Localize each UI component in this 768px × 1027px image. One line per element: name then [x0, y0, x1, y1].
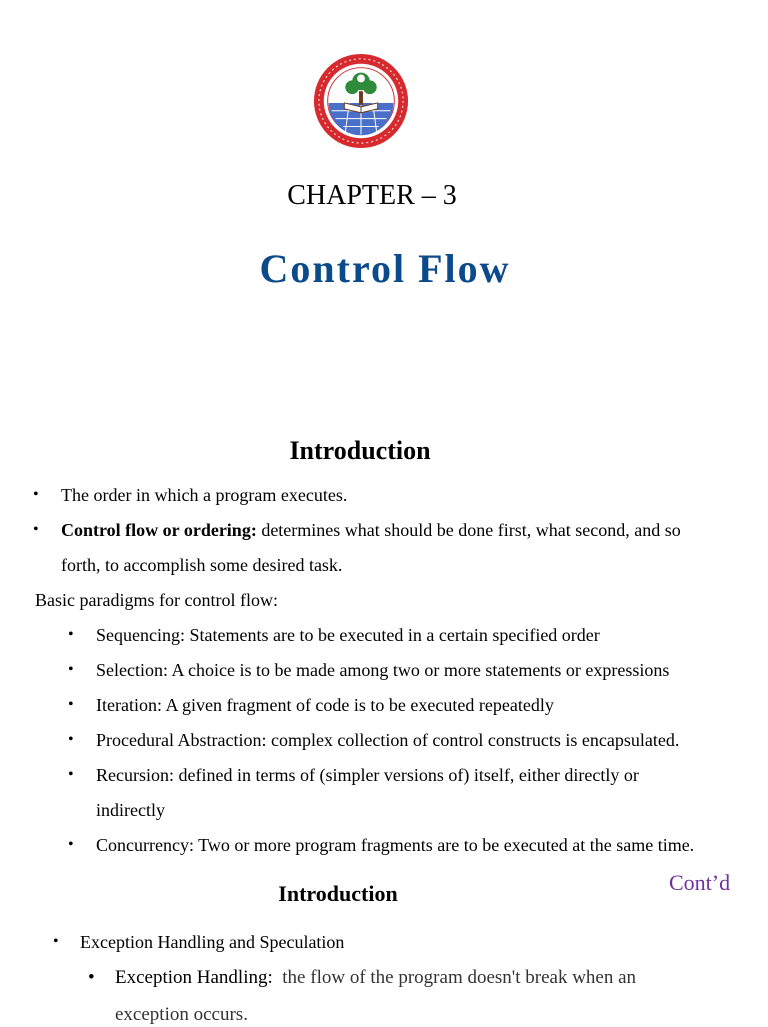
- contd-label: Cont’d: [669, 870, 731, 895]
- slide-title: Control Flow: [259, 246, 511, 291]
- exception-handling-subitem: [115, 966, 636, 990]
- bullet-glyph: •: [68, 836, 74, 853]
- exception-handling-description: the flow of the program doesn't break when an: [272, 967, 637, 988]
- exception-handling-item: Exception Handling and Speculation: [80, 932, 345, 952]
- exception-handling-continuation: exception occurs.: [115, 1004, 248, 1025]
- paradigm-selection: Selection: A choice is to be made among two or more statements or expressions: [96, 660, 670, 680]
- paradigms-intro: Basic paradigms for control flow:: [35, 590, 278, 610]
- bullet-glyph: •: [68, 626, 74, 643]
- bullet-glyph: •: [33, 486, 39, 503]
- bullet-glyph: •: [33, 521, 39, 538]
- university-seal-logo: [312, 52, 410, 150]
- paradigm-recursion: Recursion: defined in terms of (simpler versions of) itself, either directly or: [96, 765, 639, 785]
- bullet-glyph: •: [68, 696, 74, 713]
- intro-bullet-2-continuation: forth, to accomplish some desired task.: [61, 555, 343, 575]
- paradigm-procedural-abstraction: Procedural Abstraction: complex collection of control constructs is encapsulated.: [96, 730, 680, 750]
- bullet-glyph: •: [68, 661, 74, 678]
- bullet-glyph: •: [53, 933, 59, 950]
- exception-handling-label: Exception Handling:: [115, 967, 273, 988]
- bullet-glyph: •: [68, 766, 74, 783]
- bullet-glyph: •: [88, 967, 95, 988]
- paradigm-recursion-continuation: indirectly: [96, 800, 165, 820]
- control-flow-term: Control flow or ordering:: [61, 520, 257, 540]
- paradigm-concurrency: Concurrency: Two or more program fragments are to be executed at the same time.: [96, 835, 695, 855]
- control-flow-definition: determines what should be done first, what second, and so: [256, 520, 681, 540]
- paradigm-iteration: Iteration: A given fragment of code is to be executed repeatedly: [96, 695, 554, 715]
- intro-bullet-2: [61, 518, 681, 542]
- introduction-heading: Introduction: [289, 436, 431, 465]
- chapter-label: CHAPTER – 3: [287, 180, 457, 211]
- paradigm-sequencing: Sequencing: Statements are to be executed in a certain specified order: [96, 625, 600, 645]
- intro-bullet-1: The order in which a program executes.: [61, 485, 348, 505]
- introduction-contd-heading: Introduction: [278, 881, 398, 906]
- bullet-glyph: •: [68, 731, 74, 748]
